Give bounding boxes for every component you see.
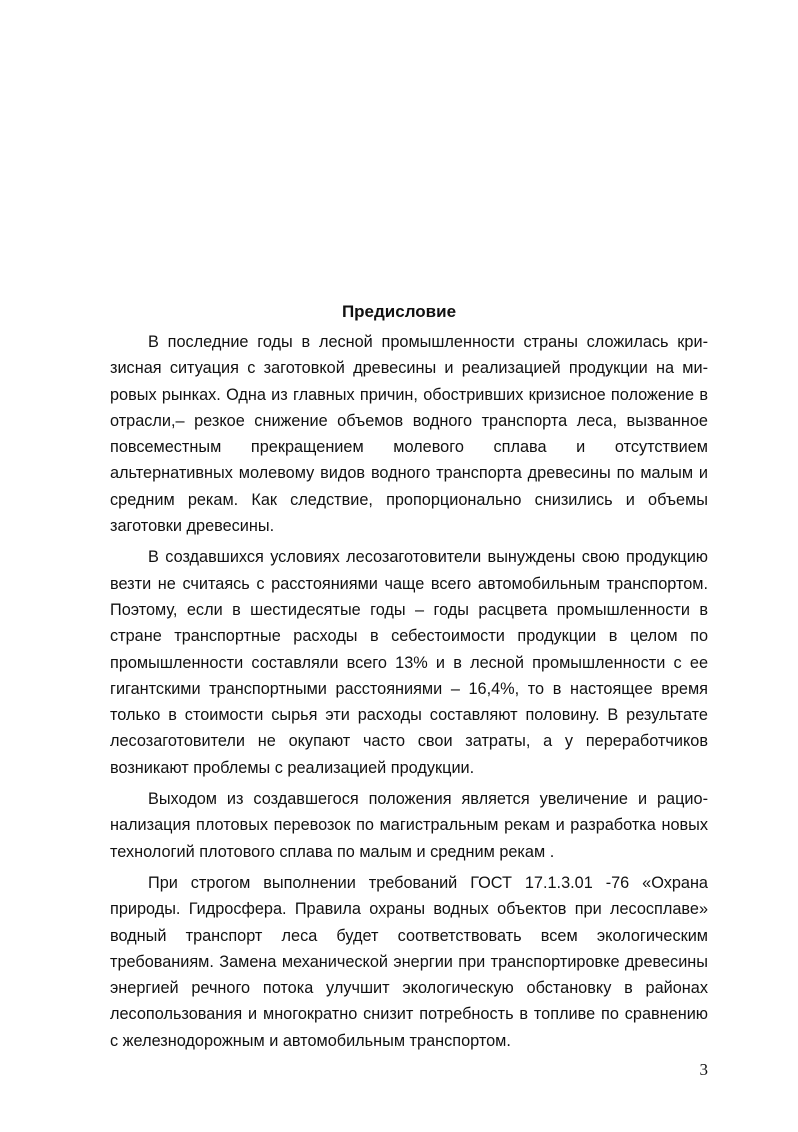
paragraph: В создавшихся условиях лесозаготовители вынуждены свою продукцию везти не считаясь с расстояниями чаще всего автомобильным транспортом. Поэтому, если в шестидесятые годы – годы расцвета промышленности в стране транспортные расходы в себестоимости продукции в целом по промышленности составляли всего 13% и в лесной промышленности с ее гигантскими транспортными расстояниями – 16,4%, то в настоящее время только в стоимости сырья эти расходы составляют половину. В результате лесозаготовители не окупают часто свои затраты, а у переработчиков возникают проблемы с реализацией продукции. <box>110 548 708 777</box>
page-number: 3 <box>699 1060 708 1079</box>
page-title: Предисловие <box>341 302 457 321</box>
paragraph: Выходом из создавшегося положения является увеличение и рационализация плотовых перевозок по магистральным рекам и разработка новых технологий плотового сплава по малым и средним рекам . <box>110 790 708 861</box>
body-text <box>110 329 708 1059</box>
paragraph: При строгом выполнении требований ГОСТ 17.1.3.01 -76 «Охрана природы. Гидросфера. Правила охраны водных объектов при лесосплаве» водный транспорт леса будет соответствовать всем экологическим требованиям. Замена механической энергии при транспортировке древесины энергией речного потока улучшит экологическую обстановку в районах лесопользования и многократно снизит потребность в топливе по сравнению с железнодорожным и автомобильным транспортом. <box>110 873 708 1050</box>
paragraph: В последние годы в лесной промышленности страны сложилась кризисная ситуация с заготовкой древесины и реализацией продукции на мировых рынках. Одна из главных причин, обостривших кризисное положение в отрасли,– резкое снижение объемов водного транспорта леса, вызванное повсеместным прекращением молевого сплава и отсутствием альтернативных молевому видов водного транспорта древесины по малым и средним рекам. Как следствие, пропорционально снизились и объемы заготовки древесины. <box>110 333 708 536</box>
